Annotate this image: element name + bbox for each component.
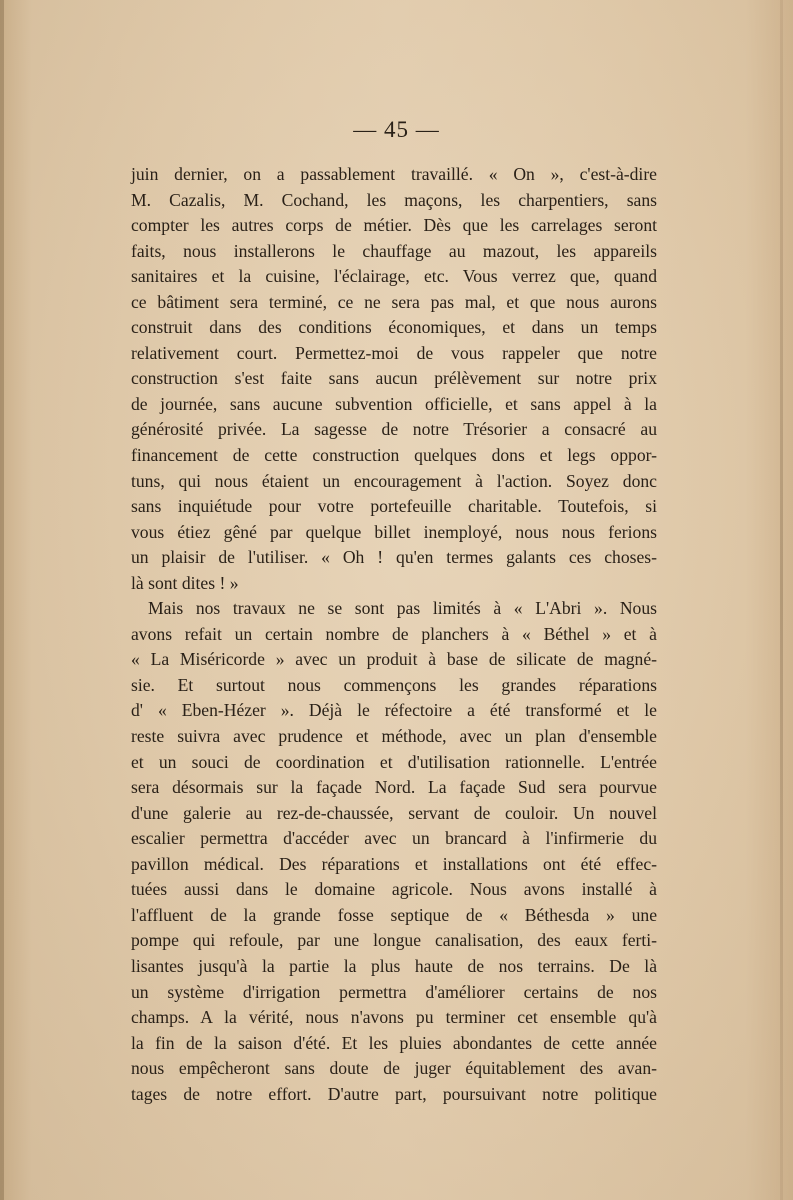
text-line: tuées aussi dans le domaine agricole. Nous avons installé à [131, 879, 657, 900]
text-line: relativement court. Permettez-moi de vous rappeler que notre [131, 342, 657, 363]
text-line: nous empêcheront sans doute de juger équitablement des avan- [131, 1058, 657, 1079]
text-line: pompe qui refoule, par une longue canalisation, des eaux ferti- [131, 930, 657, 951]
page-fold-shadow [780, 0, 783, 1200]
text-line: la fin de la saison d'été. Et les pluies abondantes de cette année [131, 1032, 657, 1053]
page-left-edge [0, 0, 4, 1200]
text-line: champs. A la vérité, nous n'avons pu terminer cet ensemble qu'à [131, 1007, 657, 1028]
text-line: l'affluent de la grande fosse septique de « Béthesda » une [131, 904, 657, 925]
text-line: sie. Et surtout nous commençons les grandes réparations [131, 674, 657, 695]
text-line: générosité privée. La sagesse de notre Trésorier a consacré au [131, 419, 657, 440]
text-line: reste suivra avec prudence et méthode, avec un plan d'ensemble [131, 726, 657, 747]
text-line: Mais nos travaux ne se sont pas limités à « L'Abri ». Nous [148, 598, 657, 619]
text-line: lisantes jusqu'à la partie la plus haute de nos terrains. De là [131, 955, 657, 976]
text-line: compter les autres corps de métier. Dès que les carrelages seront [131, 215, 657, 236]
page-number: — 45 — [353, 117, 440, 142]
text-line: tages de notre effort. D'autre part, poursuivant notre politique [131, 1083, 657, 1104]
text-line: pavillon médical. Des réparations et installations ont été effec- [131, 853, 657, 874]
text-line: construit dans des conditions économiques, et dans un temps [131, 317, 657, 338]
text-line: sanitaires et la cuisine, l'éclairage, etc. Vous verrez que, quand [131, 266, 657, 287]
text-line: avons refait un certain nombre de planchers à « Béthel » et à [131, 623, 657, 644]
text-line: juin dernier, on a passablement travaillé. « On », c'est-à-dire [131, 164, 657, 184]
text-line: construction s'est faite sans aucun prélèvement sur notre prix [131, 368, 657, 389]
text-line: vous étiez gêné par quelque billet inemployé, nous nous ferions [131, 521, 657, 542]
text-line: et un souci de coordination et d'utilisation rationnelle. L'entrée [131, 751, 657, 772]
text-line: sans inquiétude pour votre portefeuille charitable. Toutefois, si [131, 496, 657, 517]
text-line: « La Miséricorde » avec un produit à base de silicate de magné- [131, 649, 657, 670]
text-line: ce bâtiment sera terminé, ce ne sera pas mal, et que nous aurons [131, 291, 657, 312]
body-text [131, 162, 657, 1107]
text-line: d' « Eben-Hézer ». Déjà le réfectoire a été transformé et le [131, 700, 657, 721]
text-line: de journée, sans aucune subvention officielle, et sans appel à la [131, 393, 657, 414]
text-line: M. Cazalis, M. Cochand, les maçons, les charpentiers, sans [131, 189, 657, 210]
text-line: escalier permettra d'accéder avec un brancard à l'infirmerie du [131, 828, 657, 849]
text-line: financement de cette construction quelques dons et legs oppor- [131, 445, 657, 466]
text-line: sera désormais sur la façade Nord. La façade Sud sera pourvue [131, 777, 657, 798]
text-line: là sont dites ! » [131, 572, 239, 593]
text-line: tuns, qui nous étaient un encouragement à l'action. Soyez donc [131, 470, 657, 491]
text-line: un plaisir de l'utiliser. « Oh ! qu'en termes galants ces choses- [131, 547, 657, 568]
text-line: faits, nous installerons le chauffage au mazout, les appareils [131, 240, 657, 261]
text-line: d'une galerie au rez-de-chaussée, servant de couloir. Un nouvel [131, 802, 657, 823]
text-line: un système d'irrigation permettra d'améliorer certains de nos [131, 981, 657, 1002]
